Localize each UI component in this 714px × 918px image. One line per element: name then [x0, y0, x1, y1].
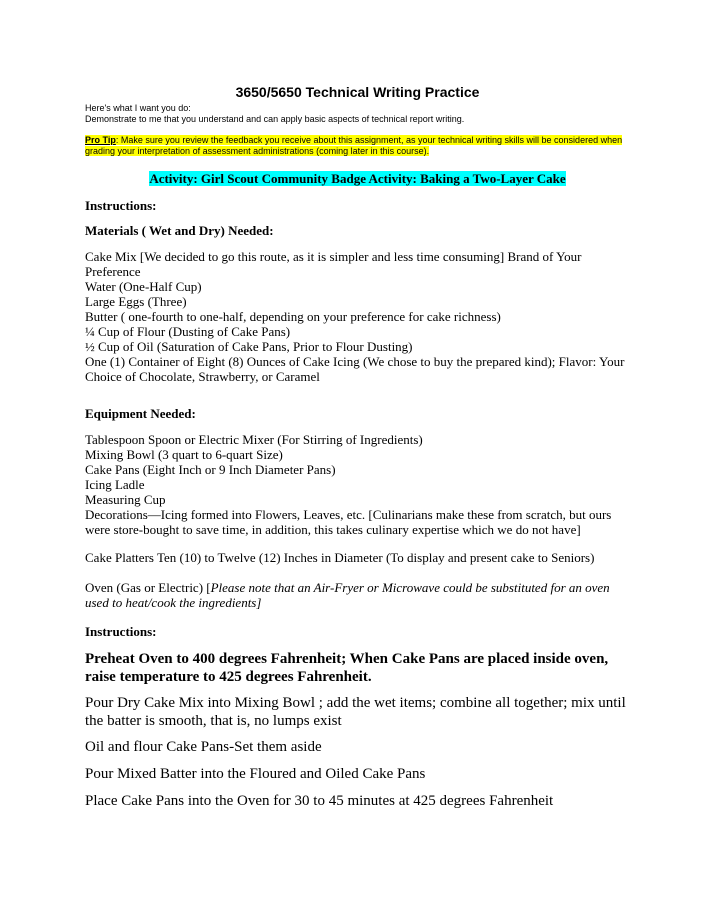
oven-item [85, 580, 635, 610]
activity-heading [85, 171, 630, 187]
materials-item: One (1) Container of Eight (8) Ounces of Cake Icing (We chose to buy the prepared kind); Flavor: Your Choice of Chocolate, Strawberry, or Caramel [85, 354, 625, 384]
pro-tip [85, 135, 630, 157]
materials-item: ¼ Cup of Flour (Dusting of Cake Pans) [85, 324, 291, 339]
step-preheat: Preheat Oven to 400 degrees Fahrenheit; When Cake Pans are placed inside oven, raise temperature to 425 degrees Fahrenheit. [85, 651, 609, 685]
pro-tip-label: Pro Tip [85, 135, 116, 145]
pro-tip-text: : Make sure you review the feedback you receive about this assignment, as your technical writing skills will be considered when grading your interpretation of assessment administrations (coming later in this course). [85, 135, 623, 156]
step-oil-flour: Oil and flour Cake Pans-Set them aside [85, 739, 322, 755]
step-pour-mix: Pour Dry Cake Mix into Mixing Bowl ; add the wet items; combine all together; mix until the batter is smooth, that is, no lumps exist [85, 695, 626, 729]
intro-line-2: Demonstrate to me that you understand and can apply basic aspects of technical report writing. [85, 114, 465, 124]
equipment-item: Cake Pans (Eight Inch or 9 Inch Diameter Pans) [85, 462, 336, 477]
equipment-item: Measuring Cup [85, 492, 166, 507]
materials-item: Large Eggs (Three) [85, 294, 187, 309]
step-place-pans: Place Cake Pans into the Oven for 30 to 45 minutes at 425 degrees Fahrenheit [85, 793, 554, 809]
materials-item: Cake Mix [We decided to go this route, as it is simpler and less time consuming] Brand of Your Preference [85, 249, 582, 279]
materials-item: Water (One-Half Cup) [85, 279, 202, 294]
instructions-heading-1: Instructions: [85, 198, 157, 213]
instructions-heading-2: Instructions: [85, 624, 157, 639]
equipment-heading: Equipment Needed: [85, 406, 196, 421]
materials-item: Butter ( one-fourth to one-half, depending on your preference for cake richness) [85, 309, 501, 324]
oven-item-prefix: Oven (Gas or Electric) [ [85, 580, 211, 595]
intro-text [85, 103, 630, 125]
equipment-item: Decorations—Icing formed into Flowers, Leaves, etc. [Culinarians make these from scratch, but ours were store-bought to save time, in addition, this takes culinary expertise which we do not have] [85, 507, 612, 537]
intro-line-1: Here's what I want you do: [85, 103, 191, 113]
materials-list [85, 249, 635, 384]
oven-item-note: Please note that an Air-Fryer or Microwave could be substituted for an oven used to heat/cook the ingredients] [85, 580, 610, 610]
equipment-list [85, 432, 635, 537]
materials-heading: Materials ( Wet and Dry) Needed: [85, 223, 274, 238]
equipment-item: Tablespoon Spoon or Electric Mixer (For Stirring of Ingredients) [85, 432, 423, 447]
step-pour-batter: Pour Mixed Batter into the Floured and Oiled Cake Pans [85, 766, 426, 782]
activity-heading-text: Activity: Girl Scout Community Badge Activity: Baking a Two-Layer Cake [149, 171, 566, 186]
document-title: 3650/5650 Technical Writing Practice [235, 84, 480, 100]
equipment-item: Icing Ladle [85, 477, 145, 492]
equipment-item: Mixing Bowl (3 quart to 6-quart Size) [85, 447, 283, 462]
cake-platters-item: Cake Platters Ten (10) to Twelve (12) Inches in Diameter (To display and present cake to Seniors) [85, 550, 595, 565]
materials-item: ½ Cup of Oil (Saturation of Cake Pans, Prior to Flour Dusting) [85, 339, 413, 354]
